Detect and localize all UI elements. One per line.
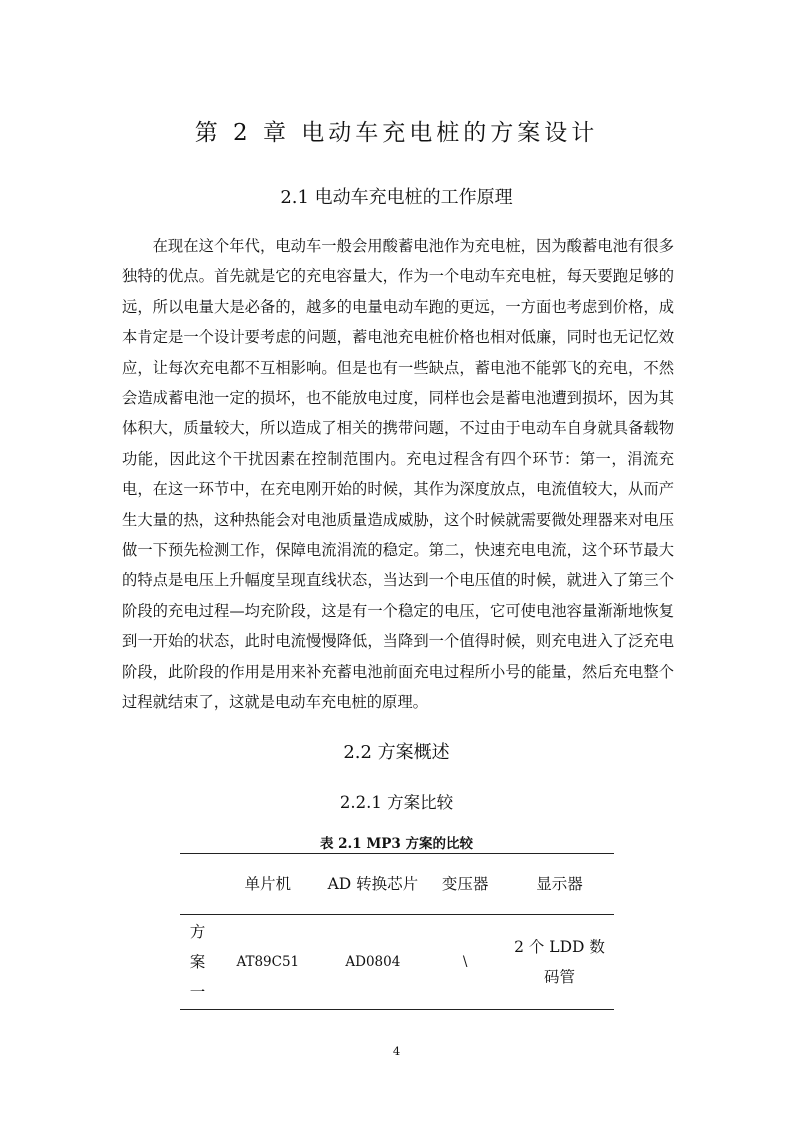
table-header-row [180,854,614,915]
display-cell: 2 个 LDD 数码管 [514,938,605,986]
table-caption: 表 2.1 MP3 方案的比较 [319,836,474,852]
table-row [180,915,614,1010]
ad-chip-cell: AD0804 [345,954,401,970]
header-cell-display: 显示器 [536,875,583,893]
body-paragraph [122,231,674,718]
paragraph-text: 在现在这个年代，电动车一般会用酸蓄电池作为充电桩，因为酸蓄电池有很多独特的优点。首先就是它的充电容量大，作为一个电动车充电桩，每天要跑足够的远，所以电量大是必备的，越多的电量电动车跑的更远，一方面也考虑到价格，成本肯定是一个设计要考虑的问题，蓄电池充电桩价格也相对低廉，同时也无记忆效应，让每次充电都不互相影响。但是也有一些缺点，蓄电池不能郭飞的充电，不然会造成蓄电池一定的损坏，也不能放电过度，同样也会是蓄电池遭到损坏，因为其体积大，质量较大，所以造成了相关的携带问题，不过由于电动车自身就具备载物功能，因此这个干扰因素在控制范围内。充电过程含有四个环节：第一，涓流充电，在这一环节中，在充电刚开始的时候，其作为深度放点，电流值较大，从而产生大量的热，这种热能会对电池质量造成威胁，这个时候就需要微处理器来对电压做一下预先检测工作，保障电流涓流的稳定。第二，快速充电电流，这个环节最大的特点是电压上升幅度呈现直线状态，当达到一个电压值的时候，就进入了第三个阶段的充电过程—均充阶段，这是有一个稳定的电压，它可使电池容量渐渐地恢复到一开始的状态，此时电流慢慢降低，当降到一个值得时候，则充电进入了泛充电阶段，此阶段的作用是用来补充蓄电池前面充电过程所小号的能量，然后充电整个过程就结束了，这就是电动车充电桩的原理。 [122,237,674,712]
row-label-cell: 方案一 [189,923,206,1001]
header-cell-transformer: 变压器 [441,875,489,893]
header-cell-empty [180,854,215,915]
section-heading-2-1: 2.1 电动车充电桩的工作原理 [280,187,513,208]
page-number: 4 [392,1044,401,1058]
section-heading-2-2: 2.2 方案概述 [343,742,450,763]
chapter-title: 第 2 章 电动车充电桩的方案设计 [194,120,599,146]
transformer-cell: \ [462,954,468,970]
mcu-cell: AT89C51 [236,954,300,970]
comparison-table [180,853,614,1010]
header-cell-mcu: 单片机 [244,875,292,893]
section-heading-2-2-1: 2.2.1 方案比较 [339,793,454,812]
header-cell-ad-chip: AD 转换芯片 [327,875,419,893]
